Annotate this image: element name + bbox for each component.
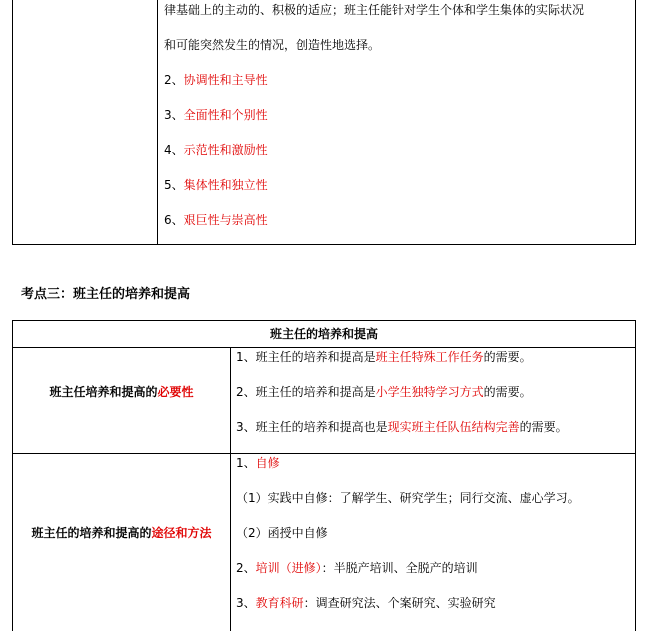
row-divider — [13, 453, 635, 454]
row-label-necessity: 班主任培养和提高的必要性 — [49, 385, 194, 399]
list-item — [164, 107, 268, 123]
bottom-table — [12, 320, 636, 631]
necessity-item-2: 2、班主任的培养和提高是小学生独特学习方式的需要。 — [236, 385, 532, 399]
header-divider — [13, 347, 635, 348]
text-line-1: 律基础上的主动的、积极的适应；班主任能针对学生个体和学生集体的实际状况 — [164, 3, 585, 17]
list-item-text: 艰巨性与崇高性 — [183, 213, 268, 227]
list-item-number: 5、 — [164, 178, 184, 192]
method-item-1: 1、自修 — [236, 456, 280, 470]
list-item — [164, 72, 268, 88]
list-item — [164, 212, 268, 228]
top-table-left-cell — [13, 0, 158, 244]
row-label-methods: 班主任的培养和提高的途径和方法 — [31, 526, 212, 540]
list-item-text: 协调性和主导性 — [183, 73, 268, 87]
list-item-number: 6、 — [164, 213, 184, 227]
list-item — [164, 177, 268, 193]
list-item-number: 3、 — [164, 108, 184, 122]
list-item-number: 2、 — [164, 73, 184, 87]
method-sub-item-2: （2）函授中自修 — [236, 526, 328, 540]
necessity-item-3: 3、班主任的培养和提高也是现实班主任队伍结构完善的需要。 — [236, 420, 568, 434]
list-item-text: 集体性和独立性 — [183, 178, 268, 192]
list-item-number: 4、 — [164, 143, 184, 157]
list-item — [164, 142, 268, 158]
section-heading: 考点三：班主任的培养和提高 — [21, 287, 191, 302]
method-item-3: 3、教育科研：调查研究法、个案研究、实验研究 — [236, 596, 496, 610]
list-item-text: 全面性和个别性 — [183, 108, 268, 122]
text-line-2: 和可能突然发生的情况，创造性地选择。 — [164, 38, 381, 52]
column-divider — [230, 347, 231, 631]
list-item-text: 示范性和激励性 — [183, 143, 268, 157]
method-sub-item-1: （1）实践中自修：了解学生、研究学生；同行交流、虚心学习。 — [236, 491, 580, 505]
necessity-item-1: 1、班主任的培养和提高是班主任特殊工作任务的需要。 — [236, 350, 532, 364]
table-header: 班主任的培养和提高 — [269, 327, 378, 341]
top-table — [12, 0, 636, 245]
top-table-right-cell — [158, 0, 635, 244]
method-item-2: 2、培训（进修）：半脱产培训、全脱产的培训 — [236, 561, 478, 575]
